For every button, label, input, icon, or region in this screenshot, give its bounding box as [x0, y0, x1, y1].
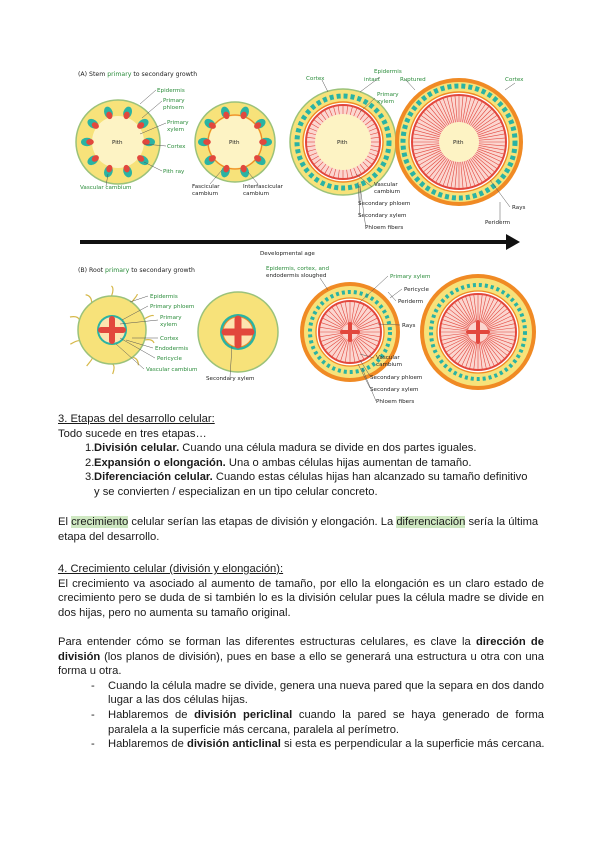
svg-text:Vascular cambium: Vascular cambium	[80, 185, 132, 191]
list-item: - Hablaremos de división anticlinal si esta es perpendicular a la superficie más cercana.	[91, 738, 545, 751]
svg-text:Rays: Rays	[402, 323, 416, 329]
list-item: 3. Diferenciación celular. Cuando estas células hijas han alcanzado su tamaño definitivo	[85, 471, 528, 484]
section3-intro: Todo sucede en tres etapas…	[58, 427, 207, 440]
growth-paragraph: El crecimiento celular serían las etapas de división y elongación. La diferenciación sería la última etapa del desarrollo.	[58, 516, 539, 543]
svg-text:Phloem fibers: Phloem fibers	[365, 225, 404, 231]
svg-text:Secondary xylem: Secondary xylem	[358, 213, 407, 219]
svg-text:Periderm: Periderm	[398, 299, 424, 305]
svg-text:Secondary phloem: Secondary phloem	[370, 375, 423, 381]
svg-text:Primary: Primary	[163, 98, 185, 104]
stem-title: (A) Stem primary to secondary growth	[78, 71, 198, 78]
highlight-crecimiento: crecimiento	[71, 516, 129, 528]
section-3	[58, 412, 544, 500]
svg-text:Endodermis: Endodermis	[155, 346, 189, 352]
svg-text:Cortex: Cortex	[505, 77, 524, 83]
svg-text:cambium: cambium	[192, 191, 219, 197]
section3-heading: 3. Etapas del desarrollo celular:	[58, 413, 215, 425]
list-item: 1. División celular. Cuando una célula madura se divide en dos partes iguales.	[85, 442, 477, 455]
svg-text:Pericycle: Pericycle	[404, 287, 429, 293]
svg-text:Developmental age: Developmental age	[260, 251, 315, 257]
list-item: - Hablaremos de división periclinal cuando la pared se haya generado de forma paralela a la superficie más cercana, paralela al perímetro.	[91, 708, 544, 736]
stem-stage-4	[395, 78, 523, 206]
root-stage-1	[70, 286, 154, 374]
svg-text:Pith ray: Pith ray	[163, 169, 185, 175]
xylem-bundle	[203, 139, 211, 145]
svg-text:Secondary xylem: Secondary xylem	[206, 376, 255, 382]
stem3-pith-label: Pith	[337, 140, 348, 146]
root-hair	[144, 315, 153, 319]
stem1-pith-label: Pith	[112, 140, 123, 146]
svg-text:Fascicular: Fascicular	[192, 184, 220, 190]
svg-text:Vascular: Vascular	[374, 182, 398, 188]
stem-stage-1	[76, 100, 160, 184]
section4-paragraph-2: Para entender cómo se forman las diferentes estructuras celulares, es clave la dirección de división (los planos de división), pues en base a ello se generará una estructura u otra con una forma u otra. - Cuando la célula madre se divide, genera una nueva pared que la separa en dos dando lugar a las dos células hijas. - Hablaremos de división periclinal cuando la pared se haya generado de forma paralela a la superficie más cercana, paralela al perímetro. - Hablaremos de división anticlinal si esta es perpendicular a la superficie más cercana.	[58, 636, 545, 751]
svg-text:xylem: xylem	[377, 99, 395, 105]
svg-text:cambium: cambium	[374, 189, 401, 195]
svg-text:Primary xylem: Primary xylem	[390, 274, 431, 280]
svg-text:Epidermis, cortex, and: Epidermis, cortex, and	[266, 266, 330, 272]
list-item: 2. Expansión o elongación. Una o ambas células hijas aumentan de tamaño.	[85, 456, 472, 469]
svg-text:Epidermis: Epidermis	[150, 294, 178, 300]
svg-text:Phloem fibers: Phloem fibers	[376, 399, 415, 405]
svg-text:Ruptured: Ruptured	[400, 77, 426, 83]
section4-heading: 4. Crecimiento celular (división y elongación):	[58, 563, 284, 575]
xylem-bundle	[259, 139, 267, 145]
root-stage-4	[420, 274, 536, 390]
section-4: 4. Crecimiento celular (división y elongación): El crecimiento va asociado al aumento de tamaño, por ello la elongación es un claro estado de crecimiento pero se duda de si también lo es la división celular pues la célula madre se divide en dos hijas, pero no aumenta su tamaño original.	[58, 563, 544, 619]
developmental-age-arrow	[80, 234, 520, 257]
root-hair	[87, 358, 93, 366]
svg-text:Vascular cambium: Vascular cambium	[146, 367, 198, 373]
root-hair	[144, 340, 154, 343]
svg-text:Vascular: Vascular	[376, 355, 400, 361]
svg-text:Rays: Rays	[512, 205, 526, 211]
svg-text:Cortex: Cortex	[306, 76, 325, 82]
stem2-pith-label: Pith	[229, 140, 240, 146]
root-hair	[111, 286, 113, 296]
root-hair	[86, 295, 92, 303]
root-hair	[70, 317, 80, 320]
svg-text:Primary: Primary	[160, 315, 182, 321]
list-item-continuation: y se convierten / especializan en un tipo celular concreto.	[94, 485, 378, 498]
svg-text:Cortex: Cortex	[167, 144, 186, 150]
svg-text:Interfascicular: Interfascicular	[243, 184, 283, 190]
svg-text:xylem: xylem	[160, 322, 178, 328]
svg-text:Periderm: Periderm	[485, 220, 511, 226]
svg-text:endodermis sloughed: endodermis sloughed	[266, 273, 327, 279]
root-hair	[112, 364, 114, 374]
svg-text:phloem: phloem	[163, 105, 184, 111]
plant-growth-figure	[60, 62, 550, 412]
svg-text:cambium: cambium	[243, 191, 270, 197]
svg-text:Pericycle: Pericycle	[157, 356, 182, 362]
svg-text:Secondary xylem: Secondary xylem	[370, 387, 419, 393]
svg-text:Cortex: Cortex	[160, 336, 179, 342]
stem4-pith-label: Pith	[453, 140, 464, 146]
svg-text:Primary: Primary	[167, 120, 189, 126]
svg-text:xylem: xylem	[167, 127, 185, 133]
root-title: (B) Root primary to secondary growth	[78, 267, 195, 274]
svg-text:Primary phloem: Primary phloem	[150, 304, 195, 310]
svg-text:Secondary phloem: Secondary phloem	[358, 201, 411, 207]
root-hair	[70, 341, 79, 345]
root-stage-2	[198, 292, 278, 372]
xylem-bundle	[86, 139, 94, 145]
svg-text:intact: intact	[364, 77, 380, 83]
svg-text:Primary: Primary	[377, 92, 399, 98]
svg-text:cambium: cambium	[376, 362, 403, 368]
svg-text:Epidermis: Epidermis	[374, 69, 402, 75]
svg-text:Epidermis: Epidermis	[157, 88, 185, 94]
stem-stage-2	[195, 102, 275, 182]
list-item: - Cuando la célula madre se divide, genera una nueva pared que la separa en dos dando lugar a las dos células hijas.	[91, 679, 544, 707]
highlight-diferenciacion: diferenciación	[396, 516, 466, 528]
